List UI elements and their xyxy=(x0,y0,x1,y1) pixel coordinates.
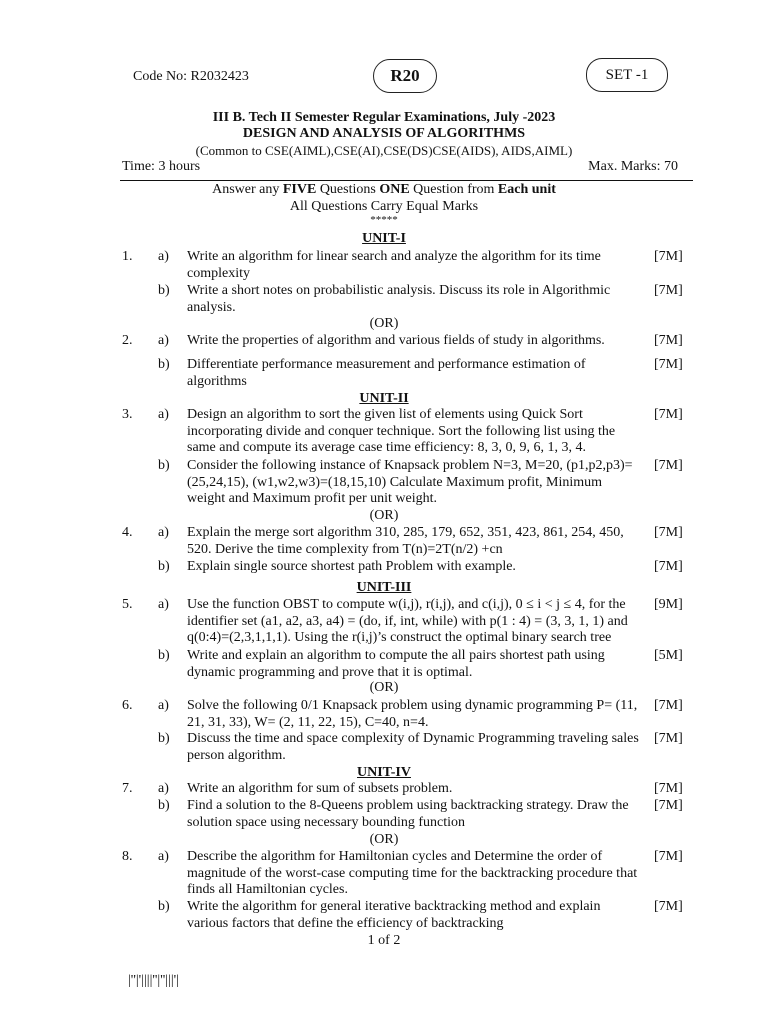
question-marks: [7M] xyxy=(654,333,683,348)
question-number: 6. xyxy=(122,698,133,713)
instr-bold: ONE xyxy=(379,182,410,197)
question-marks: [7M] xyxy=(654,559,683,574)
sub-label: b) xyxy=(158,283,170,298)
question-marks: [7M] xyxy=(654,698,683,713)
question-text: Consider the following instance of Knapsack problem N=3, M=20, (p1,p2,p3)=(25,24,15), (w1,w2,w3)=(18,15,10) Calculate Maximum profit, Minimum weight and Maximum profit per unit weight. xyxy=(187,458,633,507)
subject-title: DESIGN AND ANALYSIS OF ALGORITHMS xyxy=(242,126,526,141)
header-divider xyxy=(120,180,693,181)
instr-text: Questions xyxy=(316,182,380,197)
question-marks: [5M] xyxy=(654,648,683,663)
max-marks: Max. Marks: 70 xyxy=(588,159,678,174)
question-marks: [7M] xyxy=(654,458,683,473)
sub-label: a) xyxy=(158,781,169,796)
equal-marks-note: All Questions Carry Equal Marks xyxy=(289,199,479,214)
page-number: 1 of 2 xyxy=(367,933,401,948)
sub-label: b) xyxy=(158,458,170,473)
instructions-line xyxy=(0,182,768,198)
separator-stars: ***** xyxy=(370,214,398,226)
code-number: Code No: R2032423 xyxy=(133,69,249,84)
question-text: Differentiate performance measurement and performance estimation of algorithms xyxy=(187,357,586,389)
instr-text: Answer any xyxy=(212,182,283,197)
question-marks: [7M] xyxy=(654,849,683,864)
question-marks: [7M] xyxy=(654,525,683,540)
or-separator: (OR) xyxy=(369,680,399,695)
sub-label: b) xyxy=(158,648,170,663)
sub-label: a) xyxy=(158,249,169,264)
question-number: 8. xyxy=(122,849,133,864)
question-marks: [7M] xyxy=(654,357,683,372)
question-number: 4. xyxy=(122,525,133,540)
question-number: 3. xyxy=(122,407,133,422)
unit-heading: UNIT-I xyxy=(362,231,406,246)
sub-label: b) xyxy=(158,559,170,574)
instr-bold: FIVE xyxy=(282,182,317,197)
question-text: Explain the merge sort algorithm 310, 285, 179, 652, 351, 423, 861, 254, 450, 520. Derive the time complexity from T(n)=2T(n/2) +cn xyxy=(187,525,624,557)
unit-heading: UNIT-III xyxy=(356,580,412,595)
question-marks: [7M] xyxy=(654,899,683,914)
question-marks: [7M] xyxy=(654,283,683,298)
question-text: Design an algorithm to sort the given list of elements using Quick Sort incorporating divide and conquer technique. Sort the following list using the same and compute its average case time efficiency: 8, 3, 0, 9, 6, 1, 3, 4. xyxy=(187,407,616,456)
question-text: Solve the following 0/1 Knapsack problem using dynamic programming P= (11, 21, 31, 33), W= (2, 11, 22, 15), C=40, n=4. xyxy=(187,698,638,730)
common-branches: (Common to CSE(AIML),CSE(AI),CSE(DS)CSE(AIDS), AIDS,AIML) xyxy=(195,143,573,158)
unit-heading: UNIT-IV xyxy=(357,765,411,780)
sub-label: b) xyxy=(158,798,170,813)
sub-label: b) xyxy=(158,899,170,914)
sub-label: a) xyxy=(158,525,169,540)
question-text: Write and explain an algorithm to compute the all pairs shortest path using dynamic programming and prove that it is optimal. xyxy=(187,648,605,680)
sub-label: b) xyxy=(158,357,170,372)
question-marks: [7M] xyxy=(654,731,683,746)
sub-label: a) xyxy=(158,407,169,422)
regulation-badge: R20 xyxy=(373,59,437,93)
question-text: Describe the algorithm for Hamiltonian cycles and Determine the order of magnitude of the worst-case computing time for the backtracking procedure that finds all Hamiltonian cycles. xyxy=(187,849,638,898)
question-number: 2. xyxy=(122,333,133,348)
question-text: Write an algorithm for sum of subsets problem. xyxy=(187,781,453,796)
instr-bold: Each unit xyxy=(497,182,556,197)
set-badge: SET -1 xyxy=(586,58,668,92)
question-marks: [7M] xyxy=(654,781,683,796)
exam-duration: Time: 3 hours xyxy=(122,159,201,174)
question-number: 7. xyxy=(122,781,133,796)
question-text: Discuss the time and space complexity of Dynamic Programming traveling sales person algorithm. xyxy=(187,731,639,763)
question-text: Use the function OBST to compute w(i,j), r(i,j), and c(i,j), 0 ≤ i < j ≤ 4, for the identifier set (a1, a2, a3, a4) = (do, if, int, while) with p(1 : 4) = (3, 3, 1, 1) and q(0:4)=(2,3,1,1,1). Using the r(i,j)’s construct the optimal binary search tree xyxy=(187,597,628,646)
question-marks: [7M] xyxy=(654,249,683,264)
question-marks: [7M] xyxy=(654,407,683,422)
sub-label: a) xyxy=(158,333,169,348)
or-separator: (OR) xyxy=(369,832,399,847)
unit-heading: UNIT-II xyxy=(359,391,409,406)
question-number: 1. xyxy=(122,249,133,264)
barcode-marks: |''|'||||''|''|||'| xyxy=(128,973,180,988)
question-text: Explain single source shortest path Problem with example. xyxy=(187,559,516,574)
question-number: 5. xyxy=(122,597,133,612)
exam-title: III B. Tech II Semester Regular Examinations, July -2023 xyxy=(212,110,556,125)
question-text: Write an algorithm for linear search and analyze the algorithm for its time complexity xyxy=(187,249,601,281)
sub-label: a) xyxy=(158,698,169,713)
question-text: Write the properties of algorithm and various fields of study in algorithms. xyxy=(187,333,605,348)
or-separator: (OR) xyxy=(369,508,399,523)
question-marks: [9M] xyxy=(654,597,683,612)
question-text: Find a solution to the 8-Queens problem using backtracking strategy. Draw the solution space using necessary bounding function xyxy=(187,798,629,830)
sub-label: a) xyxy=(158,597,169,612)
instr-text: Question from xyxy=(409,182,498,197)
sub-label: b) xyxy=(158,731,170,746)
or-separator: (OR) xyxy=(369,316,399,331)
question-marks: [7M] xyxy=(654,798,683,813)
question-text: Write a short notes on probabilistic analysis. Discuss its role in Algorithmic analysis. xyxy=(187,283,611,315)
sub-label: a) xyxy=(158,849,169,864)
question-text: Write the algorithm for general iterative backtracking method and explain various factors that define the efficiency of backtracking xyxy=(187,899,601,931)
